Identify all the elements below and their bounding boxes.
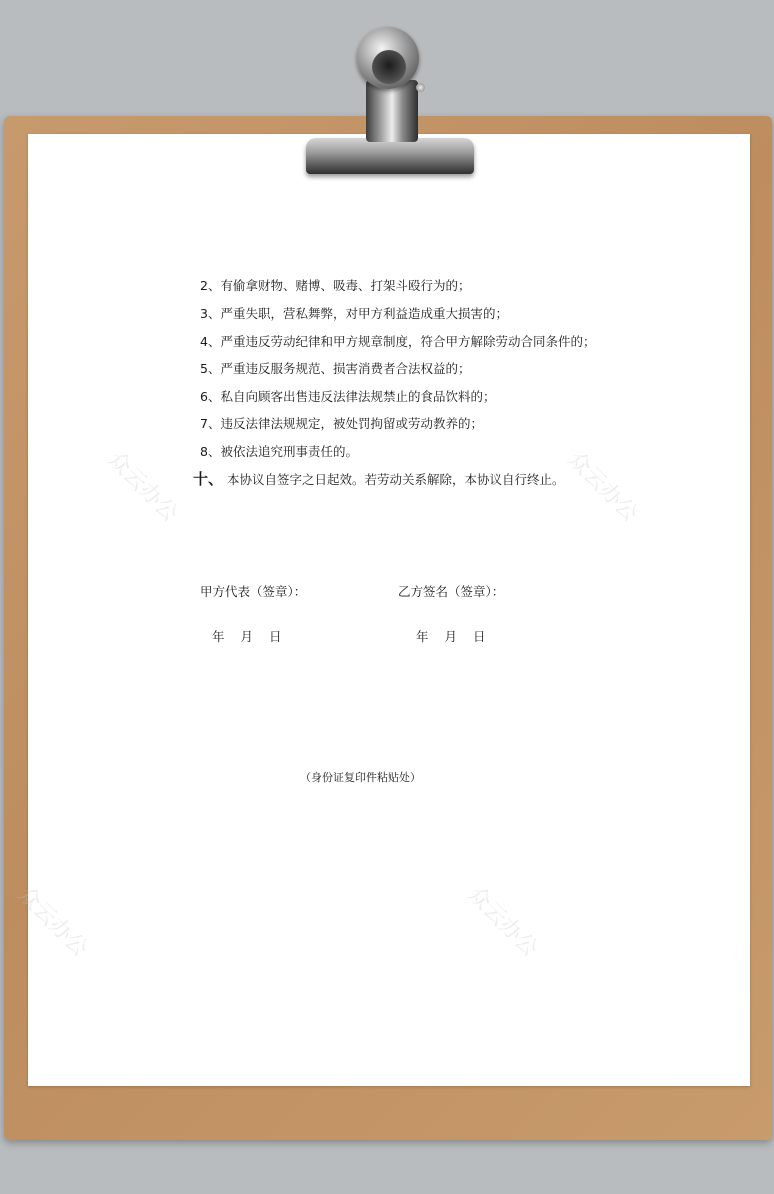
clause-item: 3、严重失职，营私舞弊，对甲方利益造成重大损害的； <box>200 306 508 321</box>
watermark: 众云办公 <box>562 446 643 527</box>
party-a-date-row <box>212 629 298 645</box>
paper-sheet <box>28 134 750 1086</box>
watermark: 众云办公 <box>462 881 543 962</box>
binder-clip-stem <box>366 80 418 142</box>
date-year-label: 年 <box>416 629 429 644</box>
watermark: 众云办公 <box>102 446 183 527</box>
date-year-label: 年 <box>212 629 225 644</box>
id-copy-placeholder: （身份证复印件粘贴处） <box>300 771 421 784</box>
date-day-label: 日 <box>269 629 282 644</box>
clause-item: 7、违反法律法规规定，被处罚拘留或劳动教养的； <box>200 416 483 431</box>
party-b-signature-label: 乙方签名（签章）： <box>398 584 505 599</box>
clause-item: 8、被依法追究刑事责任的。 <box>200 444 358 459</box>
clause-item: 6、私自向顾客出售违反法律法规禁止的食品饮料的； <box>200 389 496 404</box>
clause-ten <box>193 471 565 488</box>
clause-ten-text: 本协议自签字之日起效。若劳动关系解除，本协议自行终止。 <box>227 472 565 487</box>
date-day-label: 日 <box>473 629 486 644</box>
binder-clip-plate <box>306 138 474 174</box>
date-month-label: 月 <box>240 629 254 644</box>
clause-item: 2、有偷拿财物、赌博、吸毒、打架斗殴行为的； <box>200 278 471 293</box>
party-a-signature-label: 甲方代表（签章）： <box>200 584 307 599</box>
watermark: 众云办公 <box>12 881 93 962</box>
clause-ten-number: 十、 <box>193 470 224 488</box>
clause-item: 4、严重违反劳动纪律和甲方规章制度，符合甲方解除劳动合同条件的； <box>200 334 596 349</box>
date-month-label: 月 <box>444 629 458 644</box>
party-b-date-row <box>416 629 502 645</box>
binder-clip-hole <box>372 50 406 84</box>
binder-clip-screw <box>416 83 425 92</box>
clause-item: 5、严重违反服务规范、损害消费者合法权益的； <box>200 361 471 376</box>
